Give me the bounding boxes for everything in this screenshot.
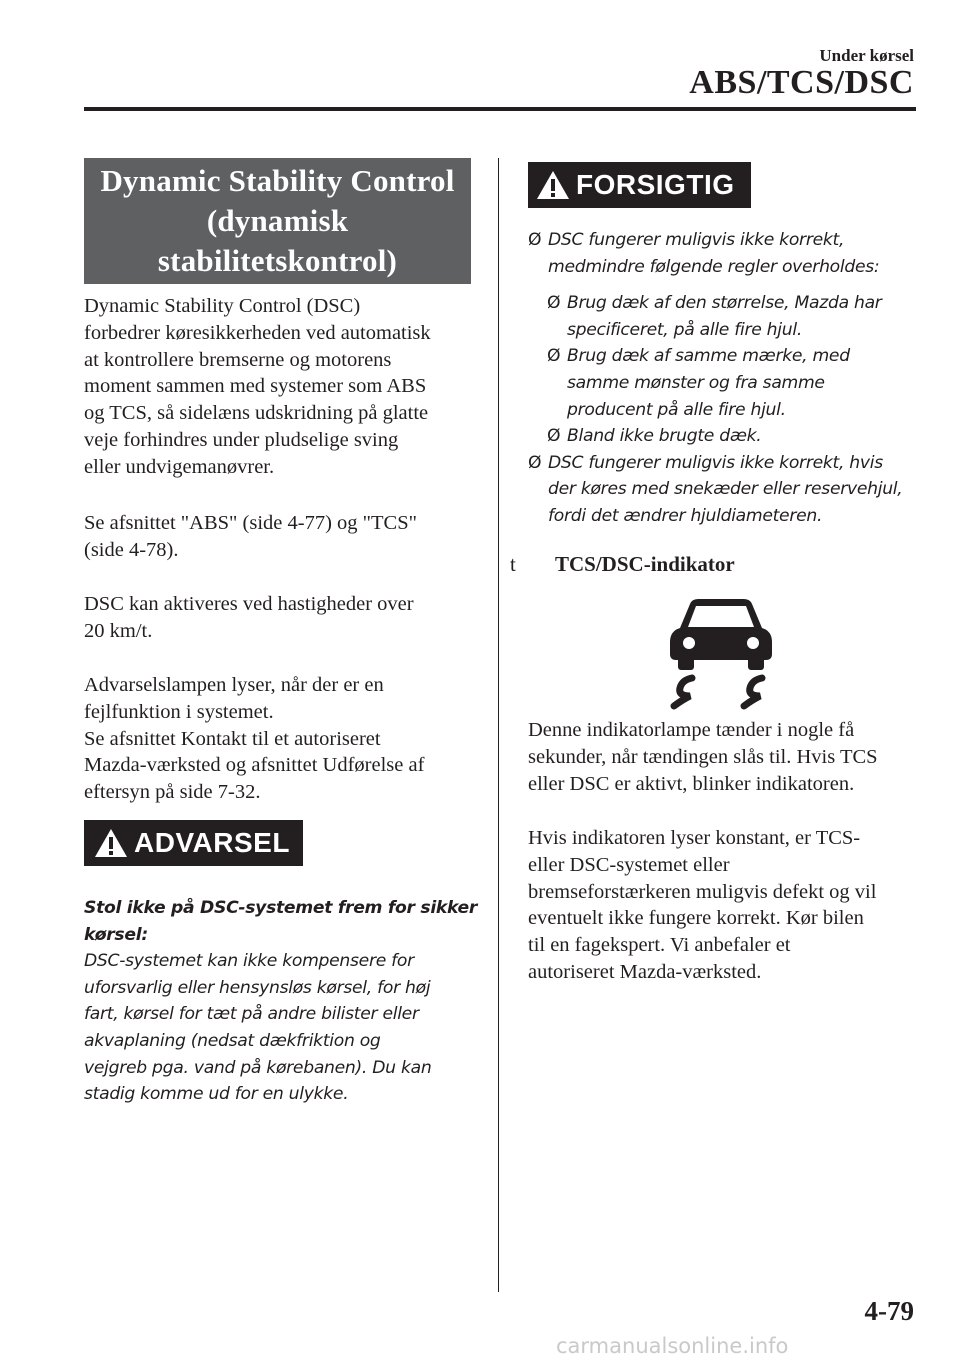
bullet-arrow-icon: Ø — [547, 426, 561, 447]
lamp-paragraph — [84, 672, 484, 806]
warning-triangle-icon — [536, 170, 570, 200]
warning-line: fart, kørsel for tæt på andre bilister eller — [84, 1004, 419, 1025]
caution-sub-bullet — [547, 343, 928, 423]
warning-text — [84, 895, 484, 1108]
warning-bold-line: kørsel: — [84, 924, 148, 945]
text-line: eller DSC-systemet eller — [528, 853, 730, 876]
caution-label: FORSIGTIG — [576, 169, 735, 200]
column-divider — [498, 158, 499, 1292]
caution-text — [528, 227, 928, 530]
bullet-arrow-icon: Ø — [528, 452, 542, 473]
text-line: fejlfunktion i systemet. — [84, 700, 274, 723]
text-line: veje forhindres under pludselige sving — [84, 428, 399, 451]
warning-triangle-icon — [94, 828, 128, 858]
text-line: 20 km/t. — [84, 619, 153, 642]
text-line: Hvis indikatoren lyser konstant, er TCS- — [528, 827, 861, 849]
text-line: Se afsnittet "ABS" (side 4-77) og "TCS" — [84, 512, 417, 534]
text-line: eller DSC er aktivt, blinker indikatoren. — [528, 772, 855, 795]
text-line: forbedrer køresikkerheden ved automatisk — [84, 321, 431, 344]
caution-sub-bullet — [547, 423, 928, 450]
text-line: DSC kan aktiveres ved hastigheder over — [84, 593, 414, 615]
warning-line: uforsvarlig eller hensynsløs kørsel, for høj — [84, 977, 431, 998]
caution-line: Brug dæk af den størrelse, Mazda har — [567, 293, 882, 314]
caution-line: DSC fungerer muligvis ikke korrekt, hvis — [548, 452, 883, 473]
warning-line: stadig komme ud for en ulykke. — [84, 1084, 349, 1105]
text-line: moment sammen med systemer som ABS — [84, 375, 427, 398]
caution-line: specificeret, på alle fire hjul. — [567, 319, 802, 340]
section-title-line: (dynamisk — [206, 203, 349, 238]
text-line: Advarselslampen lyser, når der er en — [84, 674, 384, 696]
warning-label: ADVARSEL — [134, 827, 290, 858]
text-line: til en fagekspert. Vi anbefaler et — [528, 934, 791, 957]
section-title-box — [84, 158, 471, 284]
text-line: eftersyn på side 7-32. — [84, 781, 261, 804]
header-title: ABS/TCS/DSC — [689, 64, 914, 101]
header-section: Under kørsel — [819, 46, 914, 65]
section-title-line: stabilitetskontrol) — [157, 243, 398, 278]
text-line: Dynamic Stability Control (DSC) — [84, 295, 361, 317]
caution-bullet — [528, 227, 928, 280]
page-number: 4-79 — [864, 1296, 914, 1326]
text-line: (side 4-78). — [84, 538, 179, 561]
car-skid-icon — [662, 596, 780, 710]
caution-line: fordi det ændrer hjuldiameteren. — [548, 505, 823, 526]
caution-line: DSC fungerer muligvis ikke korrekt, — [548, 230, 845, 250]
text-line: og TCS, så sidelæns udskridning på glatte — [84, 402, 429, 425]
warning-bold-line: Stol ikke på DSC-systemet frem for sikker — [84, 898, 478, 918]
caution-line: samme mønster og fra samme — [567, 372, 825, 393]
caution-bullet — [528, 450, 928, 530]
speed-paragraph — [84, 591, 484, 645]
intro-paragraph — [84, 293, 484, 481]
header-rule — [84, 107, 916, 111]
warning-line: DSC-systemet kan ikke kompensere for — [84, 951, 414, 972]
bullet-arrow-icon: Ø — [547, 346, 561, 367]
caution-line: Brug dæk af samme mærke, med — [567, 346, 850, 367]
reference-paragraph — [84, 510, 484, 564]
indicator-title: TCS/DSC-indikator — [555, 552, 735, 576]
indicator-paragraph — [528, 717, 928, 797]
section-title-line: Dynamic Stability Control — [100, 163, 455, 198]
bullet-arrow-icon: Ø — [547, 293, 561, 314]
text-line: Denne indikatorlampe tænder i nogle få — [528, 719, 855, 741]
caution-badge — [528, 162, 751, 208]
warning-badge — [84, 820, 303, 866]
text-line: bremseforstærkeren muligvis defekt og vil — [528, 880, 877, 903]
caution-line: der køres med snekæder eller reservehjul, — [548, 479, 903, 500]
text-line: eventuelt ikke fungere korrekt. Kør bilen — [528, 907, 864, 930]
indicator-bullet-symbol: t — [510, 552, 516, 576]
bullet-arrow-icon: Ø — [528, 230, 542, 250]
caution-sub-bullet — [547, 290, 928, 343]
text-line: autoriseret Mazda-værksted. — [528, 960, 762, 983]
text-line: sekunder, når tændingen slås til. Hvis TCS — [528, 745, 878, 768]
warning-line: akvaplaning (nedsat dækfriktion og — [84, 1030, 381, 1051]
text-line: eller undvigemanøvrer. — [84, 455, 275, 478]
warning-line: vejgreb pga. vand på kørebanen). Du kan — [84, 1057, 432, 1078]
text-line: Mazda-værksted og afsnittet Udførelse af — [84, 754, 425, 777]
text-line: at kontrollere bremserne og motorens — [84, 348, 392, 371]
constant-light-paragraph — [528, 825, 928, 986]
caution-line: producent på alle fire hjul. — [567, 399, 786, 420]
watermark: carmanualsonline.info — [556, 1334, 789, 1358]
text-line: Se afsnittet Kontakt til et autoriseret — [84, 727, 381, 750]
caution-line: Bland ikke brugte dæk. — [567, 426, 762, 447]
caution-line: medmindre følgende regler overholdes: — [548, 256, 880, 277]
